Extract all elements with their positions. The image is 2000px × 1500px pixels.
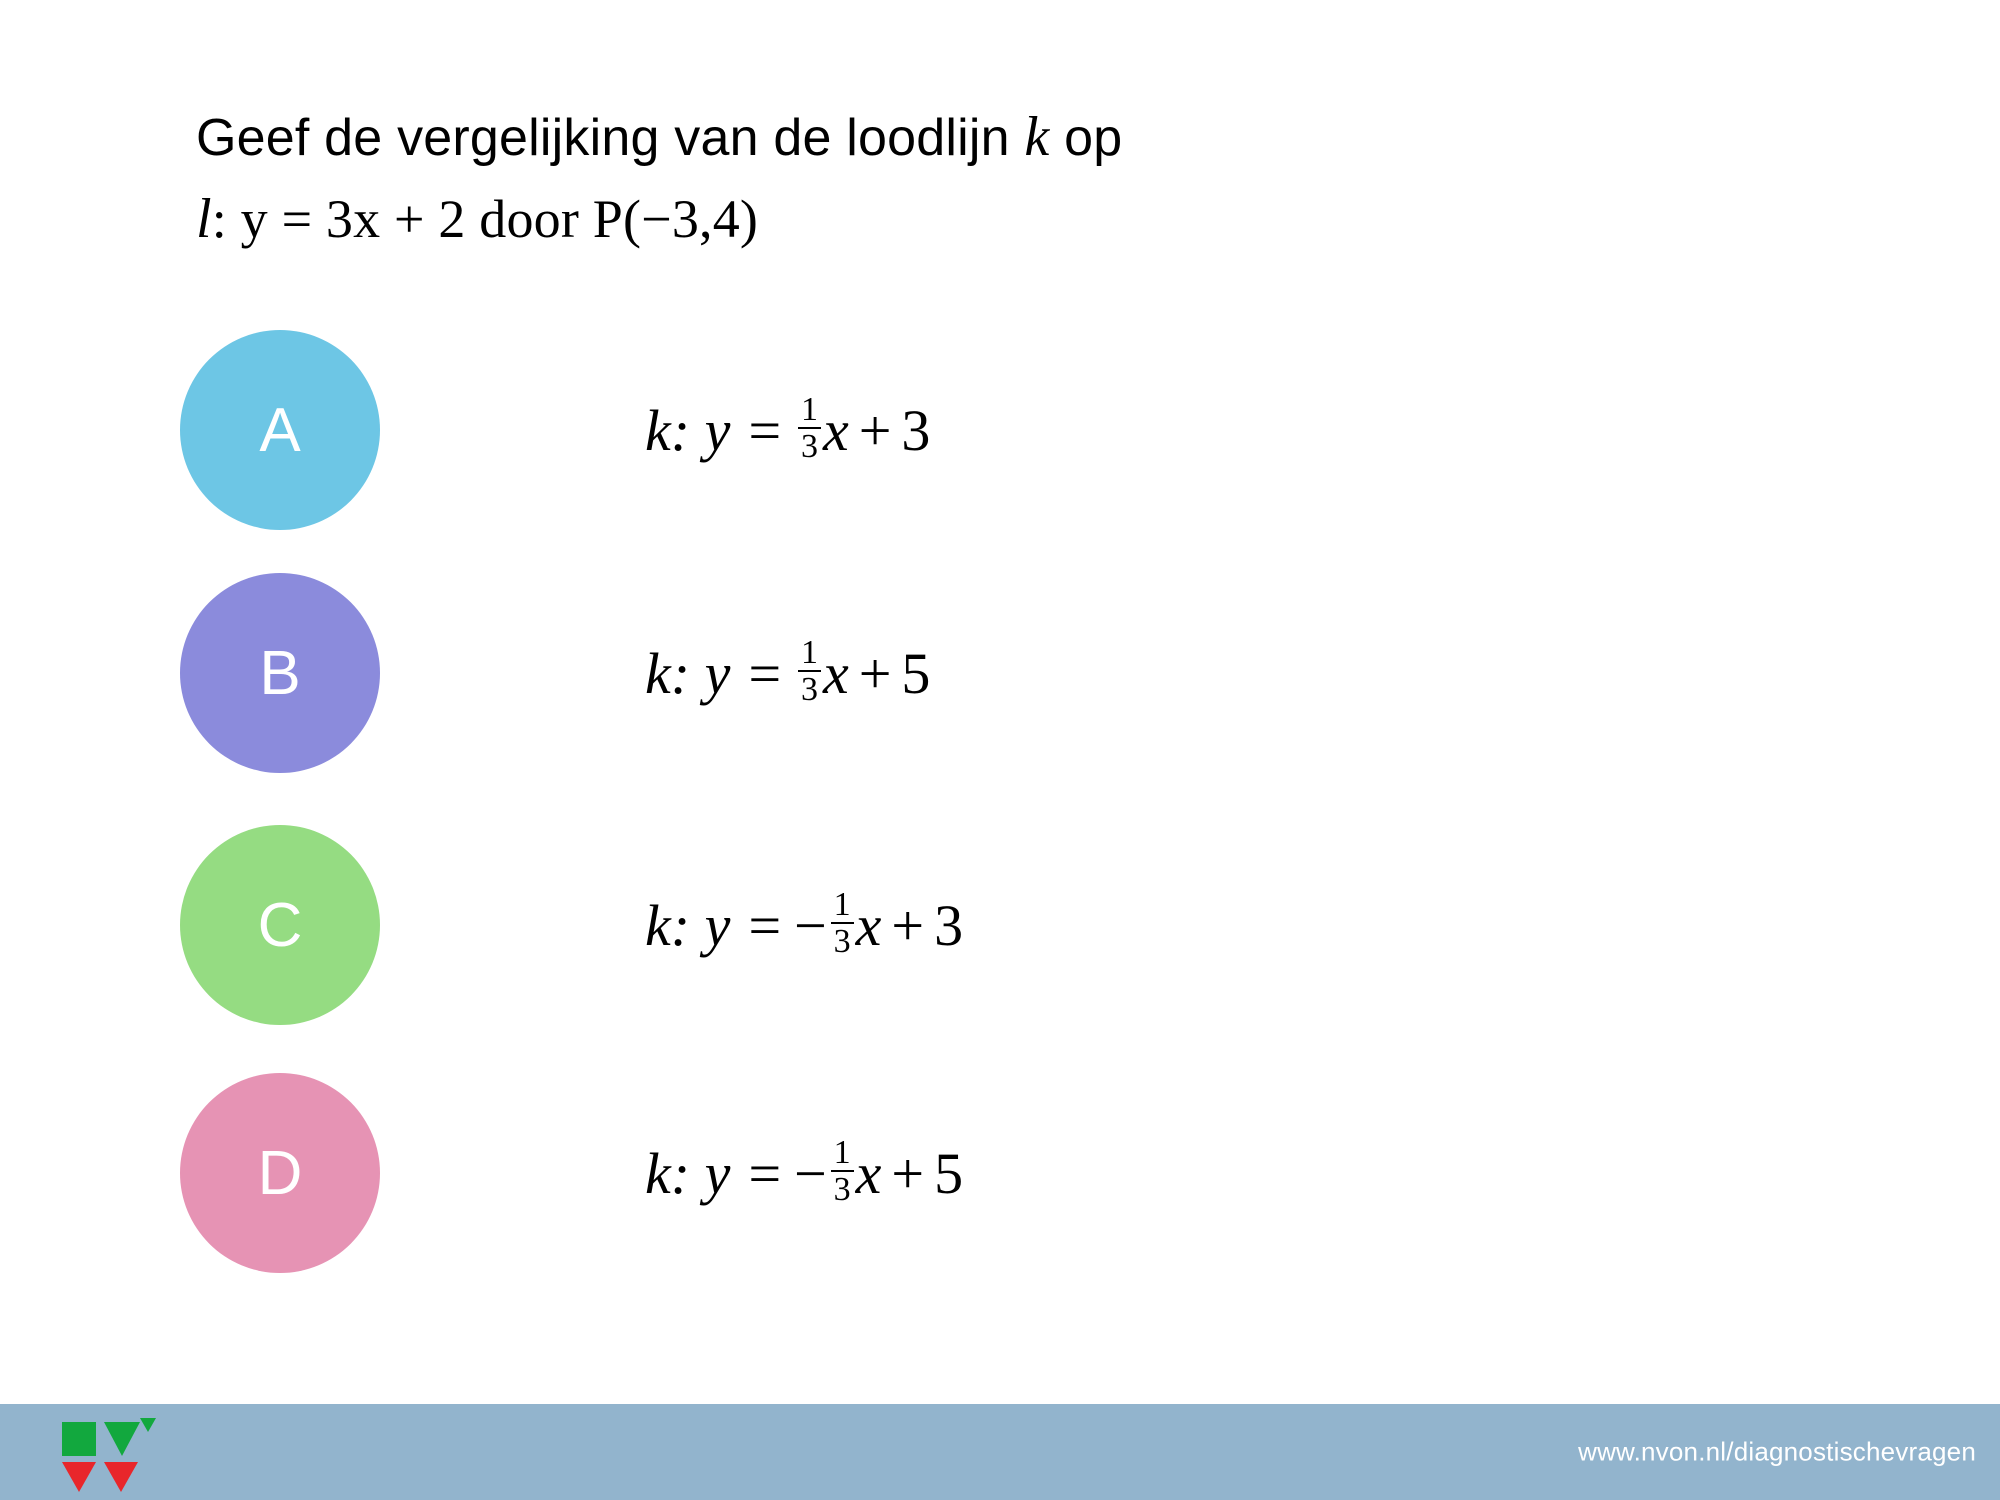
option-d-letter: D (257, 1138, 303, 1208)
question-line-2 (196, 182, 1696, 258)
option-c-answer (645, 885, 964, 962)
option-a-denominator: 3 (798, 427, 821, 464)
option-c-sign: − (793, 892, 827, 958)
option-d-operator: + (891, 1140, 925, 1206)
option-a-prefix: : y = (670, 397, 784, 463)
option-a-bubble[interactable] (180, 330, 380, 530)
option-c-line-var: k (645, 892, 671, 958)
option-d-fraction (831, 1135, 854, 1208)
question-line-1-after: op (1049, 109, 1123, 167)
option-b-fraction (798, 635, 821, 708)
option-d-answer (645, 1133, 964, 1210)
option-d-constant: 5 (934, 1140, 964, 1206)
option-c-letter: C (257, 890, 303, 960)
option-b-bubble[interactable] (180, 573, 380, 773)
option-c-numerator: 1 (833, 885, 851, 923)
question-line-1 (196, 100, 1696, 176)
option-c-x: x (855, 892, 882, 958)
option-d-sign: − (793, 1140, 827, 1206)
option-a-constant: 3 (901, 397, 931, 463)
option-b-line-var: k (645, 640, 671, 706)
option-a-fraction (798, 392, 821, 465)
footer-bar (0, 1404, 2000, 1500)
question-line-1-variable: k (1024, 106, 1050, 168)
question-text (196, 100, 1696, 257)
option-d-x: x (855, 1140, 882, 1206)
option-c-bubble[interactable] (180, 825, 380, 1025)
footer-url[interactable]: www.nvon.nl/diagnostischevragen (1578, 1436, 1976, 1467)
option-c-fraction (831, 887, 854, 960)
question-line-1-before: Geef de vergelijking van de loodlijn (196, 109, 1025, 167)
option-c-prefix: : y = (670, 892, 784, 958)
option-b-operator: + (858, 640, 892, 706)
option-c-constant: 3 (934, 892, 964, 958)
option-c-denominator: 3 (831, 922, 854, 959)
option-b-prefix: : y = (670, 640, 784, 706)
option-a[interactable] (180, 330, 1780, 530)
option-a-numerator: 1 (800, 390, 818, 428)
option-d-numerator: 1 (833, 1133, 851, 1171)
option-b-x: x (822, 640, 849, 706)
option-b-letter: B (259, 638, 301, 708)
option-a-answer (645, 390, 931, 467)
question-line-2-variable: l (196, 187, 212, 250)
question-line-2-equation: : y = 3x + 2 door P(−3,4) (211, 188, 759, 249)
option-d-denominator: 3 (831, 1170, 854, 1207)
option-b-denominator: 3 (798, 670, 821, 707)
nvon-logo-icon (60, 1416, 170, 1496)
option-a-operator: + (858, 397, 892, 463)
option-a-x: x (822, 397, 849, 463)
option-c-operator: + (891, 892, 925, 958)
option-b-constant: 5 (901, 640, 931, 706)
option-d-bubble[interactable] (180, 1073, 380, 1273)
option-a-letter: A (259, 395, 301, 465)
option-d-prefix: : y = (670, 1140, 784, 1206)
option-b[interactable] (180, 573, 1780, 773)
option-d[interactable] (180, 1073, 1780, 1273)
option-a-line-var: k (645, 397, 671, 463)
option-b-numerator: 1 (800, 633, 818, 671)
option-b-answer (645, 633, 931, 710)
option-c[interactable] (180, 825, 1780, 1025)
option-d-line-var: k (645, 1140, 671, 1206)
